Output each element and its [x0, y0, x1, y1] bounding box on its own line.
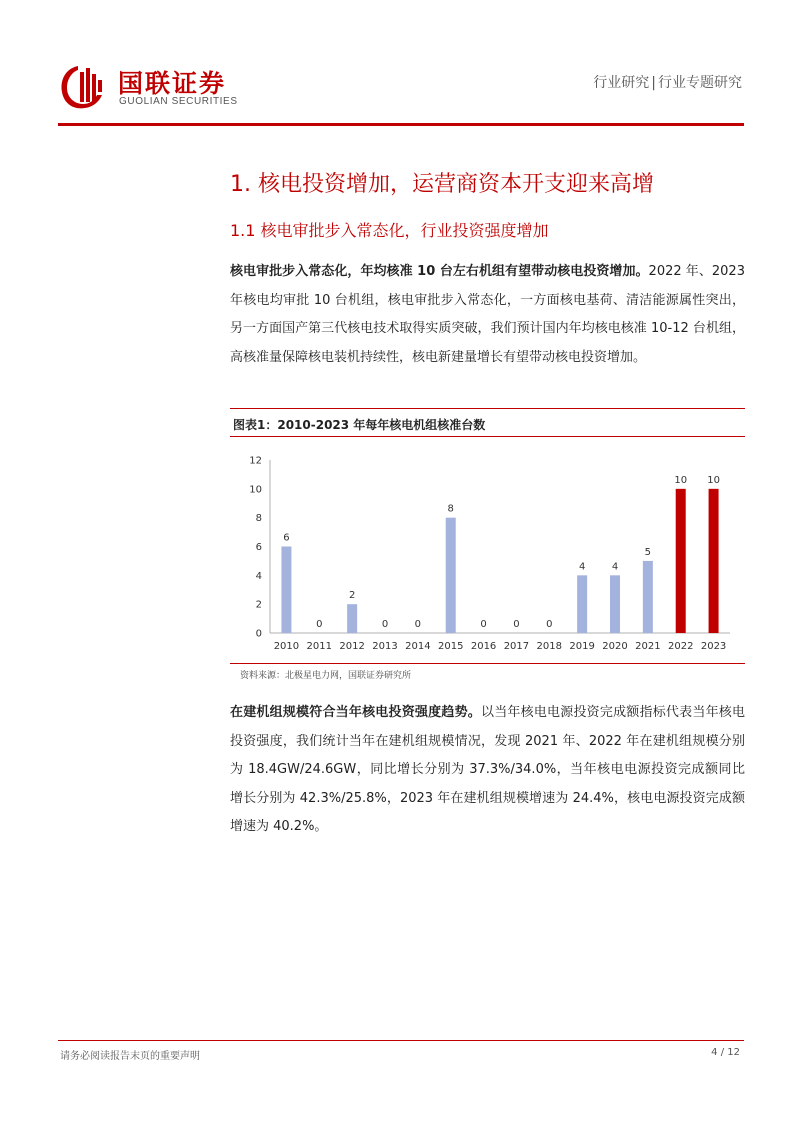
- subsection-heading: 1.1 核电审批步入常态化，行业投资强度增加: [230, 221, 549, 240]
- figure-source: 资料来源：北极星电力网，国联证券研究所: [240, 671, 412, 681]
- paragraph-construction: [230, 699, 745, 842]
- x-tick-label: 2018: [536, 641, 563, 652]
- x-tick-label: 2021: [635, 641, 661, 652]
- category-label: 行业研究: [593, 75, 650, 91]
- approval-bar-chart: [230, 440, 745, 662]
- footer-disclaimer: 请务必阅读报告末页的重要声明: [60, 1051, 200, 1062]
- figure-title: 图表1：2010-2023 年每年核电机组核准台数: [233, 418, 486, 432]
- header-divider: [58, 123, 744, 126]
- data-label-2021: 5: [644, 546, 652, 558]
- figure-bottom-rule: [230, 663, 745, 664]
- data-label-2016: 0: [480, 619, 487, 630]
- data-label-2014: 0: [414, 619, 422, 630]
- bar-2015: [446, 518, 456, 633]
- brand-name-en: GUOLIAN SECURITIES: [119, 96, 238, 107]
- paragraph-body: 2022 年、2023 年核电均审批 10 台机组，核电审批步入常态化，一方面核电基荷、清洁能源属性突出，另一方面国产第三代核电技术取得实质突破，我们预计国内年均核电核准 10-12 台机组，高核准量保障核电装机持续性，核电新建量增长有望带动核电投资增加。: [230, 264, 745, 365]
- guolian-logo-icon: [58, 60, 106, 112]
- paragraph-lead: 在建机组规模符合当年核电投资强度趋势。: [230, 705, 481, 720]
- y-tick-label: 8: [255, 513, 262, 525]
- data-label-2022: 10: [674, 474, 688, 486]
- y-tick-label: 12: [249, 455, 262, 467]
- figure-title-rule: [230, 436, 745, 437]
- figure-top-rule: [230, 408, 745, 409]
- paragraph-body: 以当年核电电源投资完成额指标代表当年核电投资强度，我们统计当年在建机组规模情况，发现 2021 年、2022 年在建机组规模分别为 18.4GW/24.6GW，同比增长分别为 37.3%/34.0%，当年核电电源投资完成额同比增长分别为 42.3%/25.8%，2023 年在建机组规模增速为 24.4%，核电电源投资完成额增速为 40.2%。: [230, 705, 745, 835]
- page-number: 4 / 12: [711, 1047, 740, 1058]
- bar-2023: [709, 489, 719, 633]
- bar-2020: [610, 575, 620, 633]
- x-tick-label: 2010: [273, 641, 300, 652]
- section-heading: 1. 核电投资增加，运营商资本开支迎来高增: [230, 172, 654, 197]
- y-tick-label: 10: [249, 484, 262, 496]
- data-label-2013: 0: [381, 619, 389, 630]
- x-tick-label: 2013: [372, 641, 398, 652]
- x-tick-label: 2012: [339, 641, 365, 652]
- data-label-2015: 8: [447, 503, 454, 515]
- x-tick-label: 2015: [437, 641, 464, 652]
- paragraph-lead: 核电审批步入常态化，年均核准 10 台左右机组有望带动核电投资增加。: [230, 264, 649, 279]
- bar-2010: [281, 547, 291, 634]
- data-label-2019: 4: [578, 561, 586, 573]
- x-tick-label: 2020: [602, 641, 628, 652]
- data-label-2020: 4: [611, 561, 619, 573]
- subcategory-label: 行业专题研究: [658, 75, 742, 91]
- bar-2012: [347, 604, 357, 633]
- brand-name-cn: 国联证券: [118, 69, 227, 98]
- data-label-2017: 0: [513, 619, 520, 630]
- category-separator: |: [651, 75, 656, 91]
- paragraph-approval: [230, 258, 745, 372]
- x-tick-label: 2017: [503, 641, 530, 652]
- y-tick-label: 2: [255, 599, 262, 611]
- data-label-2011: 0: [316, 619, 323, 630]
- footer-divider: [58, 1040, 744, 1041]
- x-tick-label: 2014: [405, 641, 431, 652]
- report-category: [593, 72, 742, 92]
- bar-2021: [643, 561, 653, 633]
- data-label-2023: 10: [707, 474, 720, 486]
- data-label-2010: 6: [283, 532, 290, 544]
- data-label-2012: 2: [348, 590, 356, 602]
- y-tick-label: 4: [255, 570, 262, 582]
- y-tick-label: 6: [255, 542, 262, 553]
- y-tick-label: 0: [255, 628, 262, 640]
- x-tick-label: 2022: [667, 641, 694, 652]
- bar-2019: [577, 575, 587, 633]
- x-tick-label: 2011: [306, 641, 333, 652]
- bar-2022: [676, 489, 686, 633]
- data-label-2018: 0: [546, 619, 553, 630]
- x-tick-label: 2016: [470, 641, 497, 652]
- x-tick-label: 2023: [700, 641, 727, 652]
- x-tick-label: 2019: [569, 641, 595, 652]
